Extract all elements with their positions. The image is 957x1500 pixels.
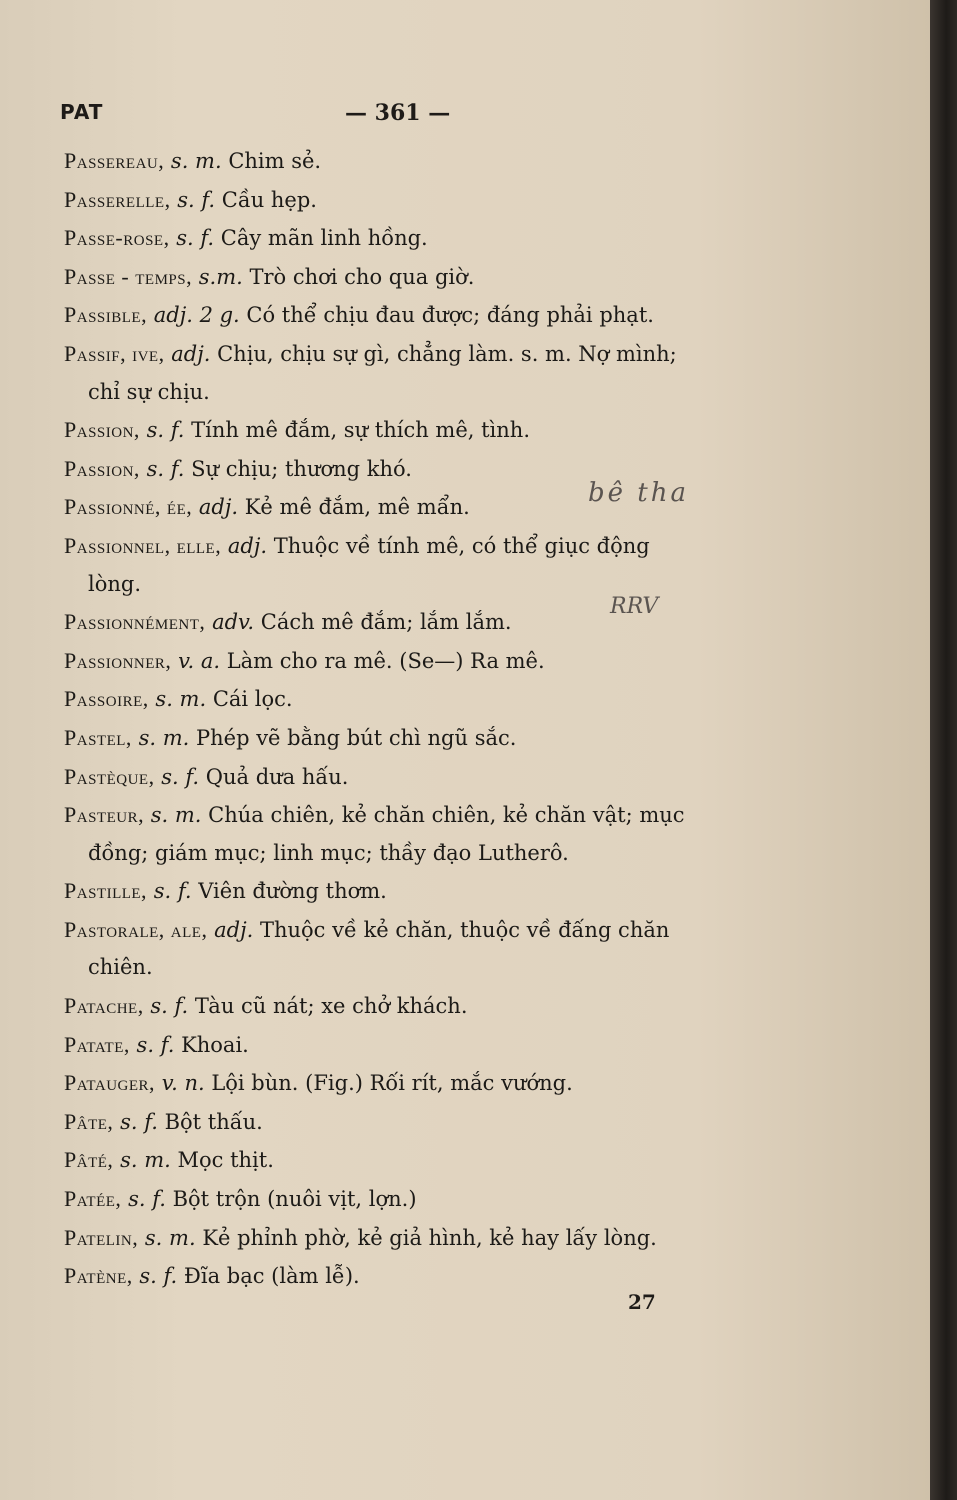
entry-headword: Pastorale, ale, [64, 916, 208, 942]
entry-part-of-speech: s. f. [113, 1109, 158, 1134]
entry-definition: Có thể chịu đau được; đáng phải phạt. [239, 303, 654, 328]
handwritten-annotation: RRV [610, 594, 659, 619]
entry-definition: Chim sẻ. [221, 149, 322, 173]
dictionary-entry [64, 1257, 764, 1296]
entry-part-of-speech: s. m. [148, 687, 207, 712]
entry-part-of-speech: s. m. [144, 803, 202, 828]
dictionary-entry [64, 335, 764, 411]
entry-headword: Passe-rose, [64, 225, 170, 251]
entry-part-of-speech: s.m. [192, 264, 243, 289]
dictionary-entry [64, 219, 764, 258]
dictionary-entry [64, 872, 764, 911]
dictionary-entry [64, 719, 764, 758]
entry-definition: Kẻ mê đắm, mê mẩn. [238, 495, 470, 520]
entry-part-of-speech: s. f. [132, 1264, 178, 1289]
entry-part-of-speech: s. f. [154, 764, 200, 789]
entry-headword: Patène, [64, 1263, 133, 1289]
entry-definition: Bột trộn (nuôi vịt, lợn.) [165, 1187, 417, 1212]
entry-headword: Passerelle, [64, 186, 171, 212]
dictionary-entry [64, 258, 764, 297]
entry-part-of-speech: v. a. [171, 648, 221, 673]
entry-headword: Passoire, [64, 686, 149, 712]
entry-part-of-speech: s. f. [139, 456, 185, 481]
entry-headword: Patée, [64, 1186, 122, 1212]
entry-headword: Patauger, [64, 1070, 156, 1096]
entry-headword: Passionné, ée, [64, 494, 193, 520]
entry-definition: Lội bùn. (Fig.) Rối rít, mắc vướng. [204, 1071, 573, 1096]
entry-definition: Thuộc về tính mê, có thể giục động [267, 533, 650, 558]
entry-headword: Passion, [64, 455, 140, 481]
entry-part-of-speech: adv. [205, 610, 255, 635]
entry-headword: Pâté, [64, 1147, 114, 1173]
entry-headword: Patate, [64, 1031, 130, 1057]
entry-definition: Trò chơi cho qua giờ. [242, 264, 475, 289]
entry-part-of-speech: s. m. [113, 1148, 171, 1173]
entry-part-of-speech: adj. [192, 495, 239, 520]
entry-definition: Mọc thịt. [170, 1148, 274, 1173]
entry-headword: Passereau, [64, 148, 165, 173]
dictionary-entry [64, 603, 764, 642]
entry-headword: Pastille, [64, 878, 148, 904]
entry-part-of-speech: s. m. [164, 149, 222, 173]
dictionary-entry [64, 411, 764, 450]
dictionary-entry [64, 987, 764, 1026]
entry-part-of-speech: s. f. [143, 994, 189, 1019]
entry-definition: Phép vẽ bằng bút chì ngũ sắc. [189, 725, 517, 750]
entry-definition: Làm cho ra mê. (Se—) Ra mê. [220, 648, 545, 673]
entry-part-of-speech: s. f. [129, 1032, 175, 1057]
entry-definition: Chịu, chịu sự gì, chẳng làm. s. m. Nợ mình; [210, 341, 677, 366]
entry-part-of-speech: adj. 2 g. [147, 303, 240, 328]
entry-definition: Cây mãn linh hồng. [214, 226, 428, 251]
entry-definition: Tính mê đắm, sự thích mê, tình. [184, 418, 530, 443]
entry-headword: Passif, ive, [64, 340, 165, 366]
dictionary-entry [64, 1219, 764, 1258]
entry-headword: Pasteur, [64, 802, 145, 828]
entry-headword: Pastèque, [64, 763, 155, 789]
entry-definition: Khoai. [174, 1032, 249, 1057]
page-header [0, 100, 930, 140]
entry-part-of-speech: s. f. [170, 187, 216, 212]
entry-definition: Cách mê đắm; lắm lắm. [254, 610, 512, 635]
dictionary-entry [64, 642, 764, 681]
dictionary-entries [64, 142, 764, 1296]
dictionary-entry [64, 1103, 764, 1142]
entry-part-of-speech: s. f. [121, 1187, 166, 1212]
dictionary-entry [64, 1141, 764, 1180]
entry-definition: Kẻ phỉnh phờ, kẻ giả hình, kẻ hay lấy lòng. [195, 1225, 657, 1250]
entry-continuation: chiên. [88, 955, 153, 980]
entry-part-of-speech: s. f. [147, 879, 192, 904]
entry-part-of-speech: s. m. [131, 725, 190, 750]
entry-part-of-speech: s. f. [169, 226, 215, 251]
entry-headword: Pâte, [64, 1108, 114, 1134]
entry-headword: Passe - temps, [64, 263, 193, 289]
entry-headword: Passionnément, [64, 609, 206, 635]
entry-definition: Quả dưa hấu. [199, 764, 349, 789]
entry-definition: Thuộc về kẻ chăn, thuộc về đấng chăn [253, 917, 670, 942]
dictionary-entry [64, 1180, 764, 1219]
entry-definition: Chúa chiên, kẻ chăn chiên, kẻ chăn vật; mục [201, 803, 685, 828]
book-spine [930, 0, 957, 1500]
dictionary-entry [64, 1064, 764, 1103]
entry-part-of-speech: s. m. [138, 1225, 196, 1250]
entry-headword: Patache, [64, 993, 144, 1019]
entry-headword: Patelin, [64, 1224, 139, 1250]
entry-part-of-speech: v. n. [155, 1071, 205, 1096]
entry-definition: Đĩa bạc (làm lễ). [177, 1264, 360, 1289]
entry-definition: Sự chịu; thương khó. [184, 456, 412, 481]
entry-continuation: lòng. [88, 571, 142, 596]
entry-part-of-speech: adj. [164, 341, 211, 366]
signature-mark: 27 [628, 1290, 656, 1314]
entry-part-of-speech: adj. [221, 533, 268, 558]
entry-headword: Passionnel, elle, [64, 532, 222, 558]
entry-continuation: chỉ sự chịu. [88, 379, 210, 404]
entry-definition: Viên đường thơm. [191, 879, 387, 904]
entry-definition: Tàu cũ nát; xe chở khách. [188, 994, 468, 1019]
entry-part-of-speech: s. f. [139, 418, 185, 443]
entry-headword: Passion, [64, 417, 140, 443]
dictionary-entry [64, 911, 764, 987]
entry-part-of-speech: adj. [207, 917, 254, 942]
entry-headword: Passible, [64, 302, 148, 328]
dictionary-entry [64, 796, 764, 872]
dictionary-entry [64, 142, 764, 181]
dictionary-entry [64, 680, 764, 719]
dictionary-entry [64, 181, 764, 220]
page-number: — 361 — [345, 100, 451, 126]
entry-definition: Bột thấu. [157, 1109, 263, 1134]
handwritten-annotation: bê tha [588, 478, 689, 508]
dictionary-entry [64, 296, 764, 335]
entry-headword: Pastel, [64, 724, 132, 750]
entry-continuation: đồng; giám mục; linh mục; thầy đạo Lutherô. [88, 840, 569, 865]
dictionary-entry [64, 527, 764, 603]
entry-definition: Cái lọc. [206, 687, 293, 712]
running-head: PAT [60, 100, 104, 124]
entry-definition: Cầu hẹp. [215, 187, 317, 212]
dictionary-entry [64, 758, 764, 797]
dictionary-entry [64, 1026, 764, 1065]
entry-headword: Passionner, [64, 647, 172, 673]
